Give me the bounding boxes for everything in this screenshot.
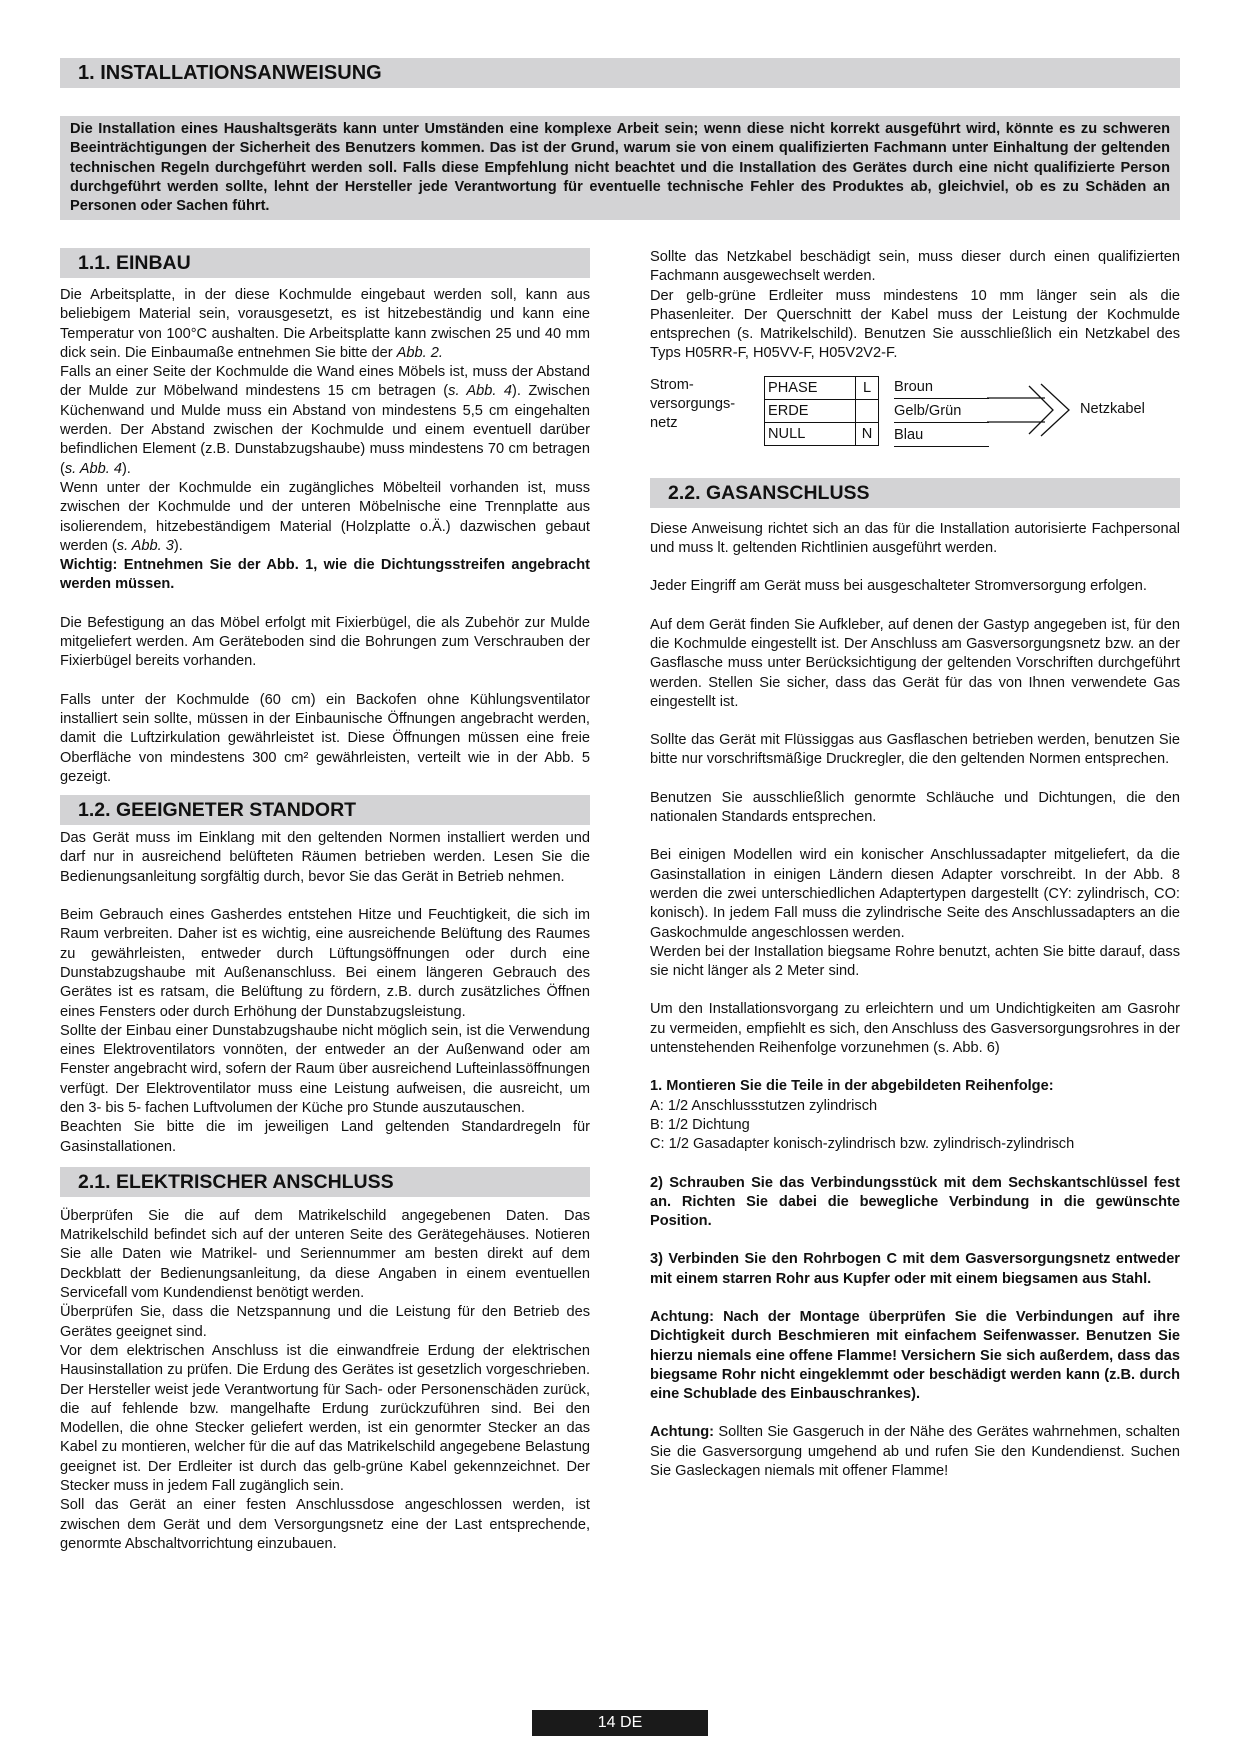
section-title-standort: 1.2. GEEIGNETER STANDORT xyxy=(60,795,590,825)
einbau-paragraph-4: Die Befestigung an das Möbel erfolgt mit Fixierbügel, die als Zubehör zur Mulde mitgeliefert werden. Am Geräteboden sind die Bohrungen zum Verschrauben der Fixierbügel bereits vorhanden. xyxy=(60,614,590,670)
elektro-paragraph-3: Vor dem elektrischen Anschluss ist die einwandfreie Erdung der elektrischen Hausinstallation zu prüfen. Die Erdung des Gerätes ist gesetzlich vorgeschrieben. Der Hersteller weist jede Verantwortung für Sach- oder Personenschäden zurück, die auf fehlende bzw. mangelhafte Erdung zurückzuführen sind. Bei den Modellen, die ohne Stecker geliefert werden, ist ein genormter Stecker an das Kabel zu montieren, welcher für die auf das Matrikelschild angegebene Belastung geeignet ist. Der Erdleiter ist durch das gelb-grüne Kabel gekennzeichnet. Der Stecker muss in jedem Fall zugänglich sein. xyxy=(60,1342,590,1495)
right-column xyxy=(650,248,1180,1481)
wire-color-label: Gelb/Grün xyxy=(894,400,989,423)
section-title-installation: 1. INSTALLATIONSANWEISUNG xyxy=(60,58,1180,88)
wire-letter: N xyxy=(856,422,879,445)
gas-step1-item-b: B: 1/2 Dichtung xyxy=(650,1116,750,1133)
diagram-cable-label: Netzkabel xyxy=(1080,400,1145,417)
gas-paragraph-3: Auf dem Gerät finden Sie Aufkleber, auf denen der Gastyp angegeben ist, für den die Kochmulde eingestellt ist. Der Anschluss am Gasversorgungsnetz bzw. an der Gasflasche muss unter Berücksichtigung der geltenden Vorschriften durchgeführt werden. Stellen Sie sicher, dass das Gerät für das von Ihnen verwendete Gas eingestellt ist. xyxy=(650,616,1180,710)
intro-warning-text: Die Installation eines Haushaltsgeräts kann unter Umständen eine komplexe Arbeit sein; wenn diese nicht korrekt ausgeführt wird, könnte es zu schweren Beeinträchtigungen der Sicherheit des Benutzers kommen. Das ist der Grund, warum sie von einem qualifizierten Fachmann unter Einhaltung der geltenden technischen Regeln durchgeführt werden soll. Falls diese Empfehlung nicht beachtet und die Installation des Gerätes durch eine nicht qualifizierte Person durchgeführt werden sollte, lehnt der Hersteller jede Verantwortung für eventuelle technische Fehler des Produktes ab, gleichviel, ob es zu Schäden an Personen oder Sachen führt. xyxy=(60,116,1180,220)
wiring-row xyxy=(765,399,879,422)
gas-step2: 2) Schrauben Sie das Verbindungsstück mit dem Sechskantschlüssel fest an. Richten Sie dabei die bewegliche Verbindung in die gewünschte Position. xyxy=(650,1174,1180,1230)
standort-paragraph-4: Beachten Sie bitte die im jeweiligen Land geltenden Standardregeln für Gasinstallationen. xyxy=(60,1119,590,1155)
gas-step1-item-c: C: 1/2 Gasadapter konisch-zylindrisch bzw. zylindrisch-zylindrisch xyxy=(650,1136,1075,1153)
standort-paragraph-2: Beim Gebrauch eines Gasherdes entstehen Hitze und Feuchtigkeit, die sich im Raum verbreiten. Daher ist es wichtig, eine ausreichende Belüftung des Raumes zu gewährleisten, entweder durch Lüftungsöffnungen oder durch eine Dunstabzugshaube mit Außenanschluss. Bei einem längeren Gebrauch des Gerätes ist es ratsam, die Belüftung zu fördern, z.B. durch zusätzliches Öffnen eines Fensters oder durch Erhöhung der Dunstabzugsleistung. xyxy=(60,907,590,1020)
gas-step3: 3) Verbinden Sie den Rohrbogen C mit dem Gasversorgungsnetz entweder mit einem starren Rohr aus Kupfer oder mit einem biegsamen aus Stahl. xyxy=(650,1251,1180,1287)
wire-color-label: Blau xyxy=(894,424,989,447)
elektro-paragraph-6: Der gelb-grüne Erdleiter muss mindestens 10 mm länger sein als die Phasenleiter. Der Querschnitt der Kabel muss der Leistung der Kochmulde entsprechen (s. Matrikelschild). Benutzen Sie ausschließlich ein Netzkabel des Typs H05RR-F, H05VV-F, H05V2V2-F. xyxy=(650,287,1180,362)
einbau-paragraph-1: Die Arbeitsplatte, in der diese Kochmulde eingebaut werden soll, kann aus beliebigem Material sein, vorausgesetzt, es ist hitzebeständig und kann eine Temperatur von 100°C aushalten. Die Arbeitsplatte kann zwischen 25 und 40 mm dick sein. Die Einbaumaße entnehmen Sie bitte der Abb. 2. xyxy=(60,287,590,361)
wiring-row xyxy=(765,376,879,399)
wire-name: PHASE xyxy=(765,376,856,399)
standort-paragraph-3: Sollte der Einbau einer Dunstabzugshaube nicht möglich sein, ist die Verwendung eines Elektroventilators vonnöten, der entweder an der Außenwand oder am Fenster angebracht wird, sofern der Raum über ausreichend Lufteinlassöffnungen verfügt. Der Elektroventilator muss eine Leistung aufweisen, die ausreicht, um den 3- bis 5- fachen Luftvolumen der Küche pro Stunde auszutauschen. xyxy=(60,1022,590,1116)
section-title-gas: 2.2. GASANSCHLUSS xyxy=(650,478,1180,508)
elektro-paragraph-2: Überprüfen Sie, dass die Netzspannung und die Leistung für den Betrieb des Gerätes geeignet sind. xyxy=(60,1304,590,1340)
gas-warning-1: Achtung: Nach der Montage überprüfen Sie die Verbindungen auf ihre Dichtigkeit durch Beschmieren mit einfachem Seifenwasser. Benutzen Sie hierzu niemals eine offene Flamme! Versichern Sie sich außerdem, dass das biegsame Rohr nicht eingeklemmt oder beschädigt werden kann (z.B. durch eine Schublade des Einbauschrankes). xyxy=(650,1308,1180,1403)
gas-step1-item-a: A: 1/2 Anschlussstutzen zylindrisch xyxy=(650,1097,878,1114)
elektro-paragraph-4: Soll das Gerät an einer festen Anschlussdose angeschlossen werden, ist zwischen dem Gerät und dem Versorgungsnetz eine der Last entsprechende, genormte Abschaltvorrichtung einzubauen. xyxy=(60,1497,590,1552)
elektro-paragraph-5: Sollte das Netzkabel beschädigt sein, muss dieser durch einen qualifizierten Fachmann ausgewechselt werden. xyxy=(650,249,1180,285)
page-number: 14 DE xyxy=(532,1710,708,1736)
wiring-table xyxy=(764,376,879,446)
einbau-important-note: Wichtig: Entnehmen Sie der Abb. 1, wie die Dichtungsstreifen angebracht werden müssen. xyxy=(60,557,590,593)
einbau-paragraph-5: Falls unter der Kochmulde (60 cm) ein Backofen ohne Kühlungsventilator installiert sein sollte, müssen in der Einbaunische Öffnungen angebracht werden, damit die Luftzirkulation gewährleistet ist. Diese Öffnungen müssen eine freie Oberfläche von mindestens 300 cm² gewährleisten, verteilt wie in der Abb. 5 gezeigt. xyxy=(60,691,590,785)
wire-name: NULL xyxy=(765,422,856,445)
gas-paragraph-2: Jeder Eingriff am Gerät muss bei ausgeschalteter Stromversorgung erfolgen. xyxy=(650,578,1147,595)
section-title-einbau: 1.1. EINBAU xyxy=(60,248,590,278)
elektro-paragraph-1: Überprüfen Sie die auf dem Matrikelschild angegebenen Daten. Das Matrikelschild befindet sich auf der unteren Seite des Gerätegehäuses. Notieren Sie alle Daten wie Matrikel- und Seriennummer am besten direkt auf dem Deckblatt der Bedienungsanleitung, da diese Angaben in einem eventuellen Servicefall vom Kundendienst benötigt werden. xyxy=(60,1207,590,1302)
gas-paragraph-1: Diese Anweisung richtet sich an das für die Installation autorisierte Fachpersonal und muss lt. geltenden Richtlinien ausgeführt werden. xyxy=(650,520,1180,557)
gas-paragraph-8: Um den Installationsvorgang zu erleichtern und um Undichtigkeiten am Gasrohr zu vermeiden, empfiehlt es sich, den Anschluss des Gasversorgungsrohres in der untenstehenden Reihenfolge vorzunehmen (s. Abb. 6) xyxy=(650,1001,1180,1057)
wire-letter: L xyxy=(856,376,879,399)
cable-arrow-icon xyxy=(987,376,1077,448)
gas-paragraph-7: Werden bei der Installation biegsame Rohre benutzt, achten Sie bitte darauf, dass sie nicht länger als 2 Meter sind. xyxy=(650,943,1180,980)
gas-paragraph-5: Benutzen Sie ausschließlich genormte Schläuche und Dichtungen, die den nationalen Standards entsprechen. xyxy=(650,789,1180,826)
gas-paragraph-4: Sollte das Gerät mit Flüssiggas aus Gasflaschen betrieben werden, benutzen Sie bitte nur vorschriftsmäßige Druckregler, die den geltenden Normen entsprechen. xyxy=(650,732,1180,768)
einbau-paragraph-3: Wenn unter der Kochmulde ein zugängliches Möbelteil vorhanden ist, muss zwischen der Kochmulde und der unteren Möbelnische eine Trennplatte aus isolierendem, hitzebeständigem Material (Holzplatte o.Ä.) dazwischen gebaut werden (s. Abb. 3). xyxy=(60,479,590,554)
wire-name: ERDE xyxy=(765,399,856,422)
wiring-diagram xyxy=(650,376,1180,464)
einbau-paragraph-2: Falls an einer Seite der Kochmulde die Wand eines Möbels ist, muss der Abstand der Mulde zur Möbelwand mindestens 15 cm betragen (s. Abb. 4). Zwischen Küchenwand und Mulde muss ein Abstand von mindestens 5,5 cm eingehalten werden. Der Abstand zwischen der Kochmulde und einem eventuell darüber befindlichen Element (z.B. Dunstabzugshaube) muss mindestens 70 cm betragen (s. Abb. 4). xyxy=(60,364,591,477)
section-title-elektro: 2.1. ELEKTRISCHER ANSCHLUSS xyxy=(60,1167,590,1197)
standort-paragraph-1: Das Gerät muss im Einklang mit den geltenden Normen installiert werden und darf nur in ausreichend belüfteten Räumen betrieben werden. Lesen Sie die Bedienungsanleitung sorgfältig durch, bevor Sie das Gerät in Betrieb nehmen. xyxy=(60,830,590,885)
wire-color-label: Broun xyxy=(894,376,989,399)
left-column xyxy=(60,248,590,1554)
diagram-network-label: Strom-versorgungs-netz xyxy=(650,376,736,432)
gas-warning-2: Achtung: Sollten Sie Gasgeruch in der Nähe des Gerätes wahrnehmen, schalten Sie die Gasversorgung umgehend ab und rufen Sie den Kundendienst. Suchen Sie Gasleckagen niemals mit offener Flamme! xyxy=(650,1424,1180,1480)
gas-step1-title: 1. Montieren Sie die Teile in der abgebildeten Reihenfolge: xyxy=(650,1078,1054,1095)
wiring-row xyxy=(765,422,879,445)
wire-letter xyxy=(856,399,879,422)
gas-paragraph-6: Bei einigen Modellen wird ein konischer Anschlussadapter mitgeliefert, da die Gasinstallation in einigen Ländern diesen Adapter vorschreibt. In der Abb. 8 werden die zwei unterschiedlichen Adaptertypen dargestellt (CY: zylindrisch, CO: konisch). In jedem Fall muss die zylindrische Seite des Anschlussadapters an die Gaskochmulde angeschlossen werden. xyxy=(650,847,1180,941)
